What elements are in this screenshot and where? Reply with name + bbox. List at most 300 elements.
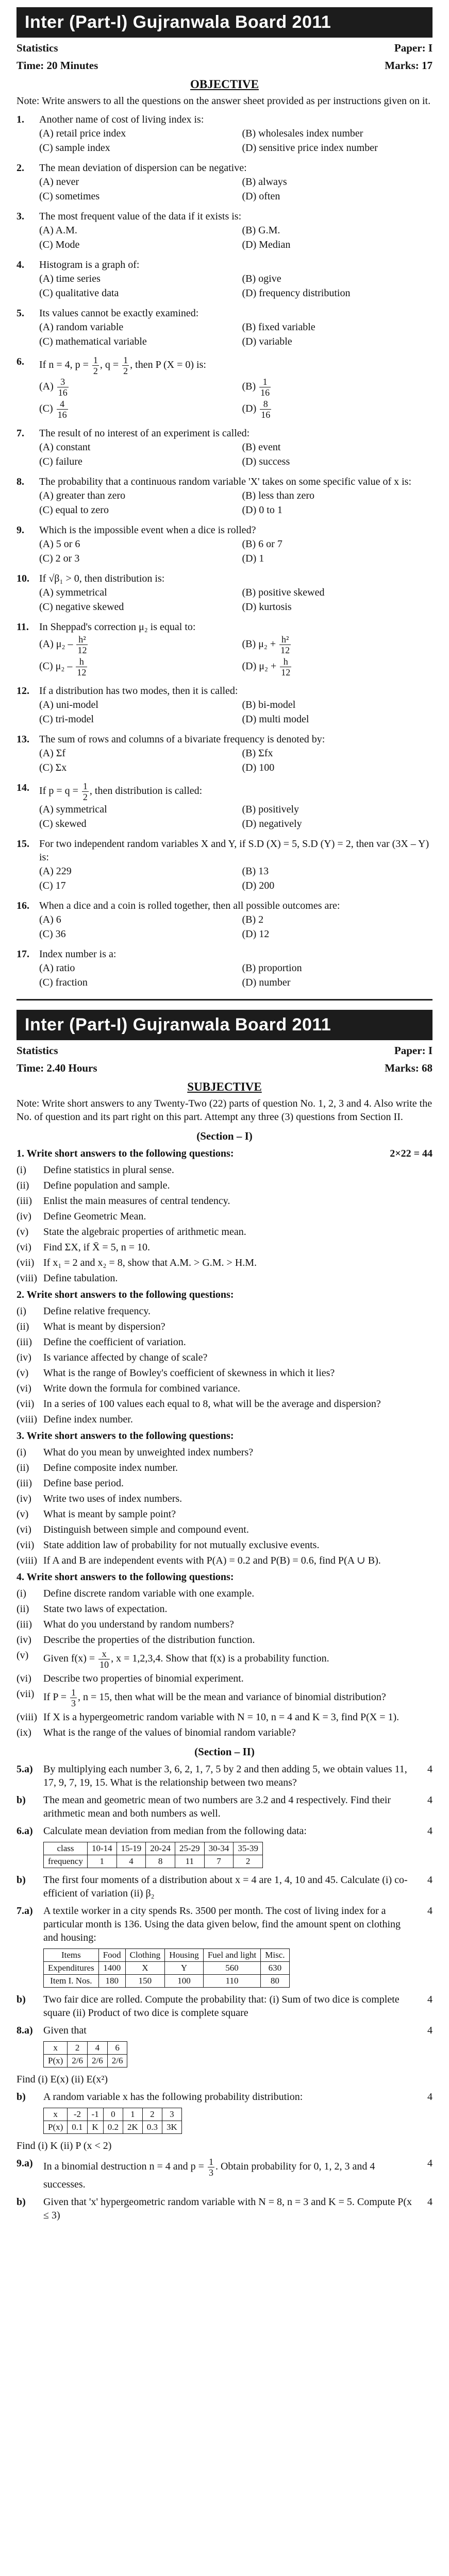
long-question (16, 1824, 433, 1838)
short-question-part (16, 1335, 433, 1349)
part-text: Define discrete random variable with one example. (43, 1588, 255, 1599)
denominator: 12 (281, 667, 291, 677)
option: (D) often (242, 191, 280, 202)
question-number: 9.a) (16, 2158, 33, 2169)
table-cell: frequency (44, 1855, 88, 1868)
part-number: (iii) (16, 1195, 32, 1207)
part-number: (iv) (16, 1493, 31, 1504)
table-cell: 2 (142, 2108, 162, 2121)
question-text: Given that (43, 2025, 87, 2036)
part-text: What do you understand by random numbers? (43, 1619, 234, 1630)
denominator: 16 (58, 387, 68, 398)
mcq-question (16, 258, 433, 300)
part-text: Define statistics in plural sense. (43, 1164, 174, 1176)
subjective-note: Note: Write short answers to any Twenty-Two (22) parts of question No. 1, 2, 3 and 4. Also write the No. of question and its part right on this part. Attempt any three (3) questions from Section II. (16, 1098, 433, 1123)
option: (D) frequency distribution (242, 287, 351, 299)
options-grid (16, 376, 433, 420)
long-question (16, 1873, 433, 1900)
part-number: (iii) (16, 1478, 32, 1489)
short-question-part (16, 1413, 433, 1426)
fraction (280, 656, 291, 677)
mcq-question (16, 113, 433, 155)
data-table (43, 2108, 182, 2134)
table-cell: -1 (87, 2108, 103, 2121)
table-cell: Y (165, 1962, 204, 1975)
table-row (44, 2055, 127, 2067)
mcq-question (16, 355, 433, 420)
option: (A) symmetrical (39, 587, 107, 598)
table-cell: X (125, 1962, 165, 1975)
options-grid (16, 440, 433, 469)
section-two-heading: (Section – II) (194, 1745, 255, 1758)
subjective-heading: SUBJECTIVE (187, 1080, 262, 1093)
question-text-row (16, 307, 433, 320)
part-text: What is meant by dispersion? (43, 1321, 165, 1332)
option: (C) tri-model (39, 714, 94, 725)
heading-left (16, 1570, 234, 1584)
part-text: Write down the formula for combined variance. (43, 1383, 240, 1394)
part-number: (viii) (16, 1273, 37, 1284)
denominator: 12 (280, 645, 290, 655)
option: (B) always (242, 176, 287, 188)
text-part: If P = (43, 1691, 69, 1703)
question-marks: 2×22 = 44 (390, 1148, 433, 1159)
option: (B) 6 or 7 (242, 538, 282, 550)
short-question-part (16, 1446, 433, 1459)
question-number: 14. (16, 782, 29, 793)
mcq-question (16, 947, 433, 990)
options-grid (16, 864, 433, 893)
long-question (16, 2090, 433, 2104)
options-grid (16, 272, 433, 300)
short-question-part (16, 1351, 433, 1364)
short-question-part (16, 1382, 433, 1395)
table-cell: 0.3 (142, 2121, 162, 2134)
part-number: (iv) (16, 1211, 31, 1222)
part-text: State two laws of expectation. (43, 1603, 168, 1615)
mcq-question (16, 837, 433, 893)
question-number: 11. (16, 621, 29, 633)
mcq-question (16, 733, 433, 775)
option: (C) 17 (39, 880, 66, 891)
short-question-part (16, 1163, 433, 1177)
short-question-part (16, 1272, 433, 1285)
table-cell: 4 (117, 1855, 146, 1868)
part-number: (ii) (16, 1321, 29, 1332)
short-question-part (16, 1304, 433, 1318)
short-question-part (16, 1397, 433, 1411)
table-cell: P(x) (44, 2055, 68, 2067)
table-cell: Expenditures (44, 1962, 99, 1975)
short-question-part (16, 1672, 433, 1685)
subject-label: Statistics (16, 1044, 58, 1057)
option: (D) 200 (242, 880, 275, 891)
short-question-part (16, 1687, 433, 1708)
table-row (44, 1962, 290, 1975)
table-cell: 0 (103, 2108, 123, 2121)
part-text (43, 1687, 386, 1708)
part-number: (vi) (16, 1673, 31, 1684)
question-number: b) (16, 2091, 26, 2103)
option (242, 376, 433, 398)
part-number: (vii) (16, 1539, 35, 1551)
question-text: In Sheppad's correction μ₂ is equal to: (39, 621, 196, 633)
numerator: 1 (259, 377, 271, 387)
table-cell: 3 (162, 2108, 181, 2121)
option: (D) variable (242, 336, 292, 347)
option (242, 634, 433, 656)
part-number: (vii) (16, 1688, 35, 1700)
option: (A) Σf (39, 748, 66, 759)
short-question-part (16, 1194, 433, 1208)
denominator: 12 (77, 667, 87, 677)
option: (A) 229 (39, 866, 72, 877)
long-question (16, 1993, 433, 2020)
question-marks: 4 (427, 1994, 433, 2005)
option: (C) 36 (39, 928, 66, 940)
question-text: The mean and geometric mean of two numbers are 3.2 and 4 respectively. Find their arithmetic mean and both numbers as well. (43, 1794, 391, 1819)
question-text: If a distribution has two modes, then it is called: (39, 685, 238, 697)
options-grid (16, 488, 433, 517)
option: (A) 5 or 6 (39, 538, 80, 550)
part-number: (vi) (16, 1242, 31, 1253)
option: (B) wholesales index number (242, 128, 363, 139)
option: (A) constant (39, 442, 91, 453)
part-text: If A and B are independent events with P(A) = 0.2 and P(B) = 0.6, find P(A ∪ B). (43, 1555, 381, 1566)
table-cell: 15-19 (117, 1842, 146, 1855)
subject-label: Statistics (16, 42, 58, 54)
table-cell: Housing (165, 1949, 204, 1962)
part-number: (v) (16, 1367, 29, 1379)
short-question-heading (16, 1147, 433, 1160)
short-question-part (16, 1256, 433, 1269)
options-grid (16, 802, 433, 831)
mcq-question (16, 475, 433, 517)
table-cell: x (44, 2108, 68, 2121)
option: (B) fixed variable (242, 321, 315, 333)
denominator: 2 (123, 366, 128, 376)
short-question-part (16, 1210, 433, 1223)
question-text (43, 2157, 412, 2191)
question-text: When a dice and a coin is rolled together, then all possible outcomes are: (39, 900, 340, 911)
part-number: (i) (16, 1164, 26, 1176)
fraction (98, 1649, 110, 1670)
table-cell: 2/6 (107, 2055, 127, 2067)
option: (B) ogive (242, 273, 281, 284)
objective-meta-row2 (16, 58, 433, 73)
option: (D) multi model (242, 714, 309, 725)
question-text: The first four moments of a distribution about x = 4 are 1, 4, 10 and 45. Calculate (i) co-efficient of variation (ii) β₂ (43, 1874, 408, 1899)
denominator: 2 (93, 366, 98, 376)
option (242, 656, 433, 678)
option: (C) skewed (39, 818, 87, 829)
long-question (16, 2157, 433, 2191)
question-marks: 4 (427, 2091, 433, 2103)
question-text: By multiplying each number 3, 6, 2, 1, 7, 5 by 2 and then adding 5, we obtain values 11, 17, 9, 7, 19, 15. What is the relationship between two means? (43, 1764, 407, 1788)
numerator: 1 (93, 355, 98, 365)
option: (B) positive skewed (242, 587, 325, 598)
question-text-row (16, 899, 433, 912)
short-question-part (16, 1477, 433, 1490)
question-text: Two fair dice are rolled. Compute the probability that: (i) Sum of two dice is complete square (ii) Product of two dice is complete square (43, 1994, 400, 2019)
short-question-part (16, 1554, 433, 1567)
mcq-question (16, 899, 433, 941)
option: (C) sample index (39, 142, 110, 154)
question-number: b) (16, 1874, 26, 1886)
question-number: 15. (16, 838, 29, 850)
part-text: What is meant by sample point? (43, 1509, 176, 1520)
data-table (43, 2041, 127, 2067)
section-divider (16, 999, 433, 1001)
part-number: (iii) (16, 1619, 32, 1630)
text-part: . Obtain probability for 0, 1, 2, 3 and 4 successes. (43, 2161, 375, 2190)
option: (C) equal to zero (39, 504, 109, 516)
numerator: 1 (71, 1687, 76, 1698)
question-text (39, 355, 206, 376)
table-cell: 10-14 (87, 1842, 117, 1855)
question-text: If √β₁ > 0, then distribution is: (39, 573, 165, 584)
option: (A) retail price index (39, 128, 126, 139)
short-question-part (16, 1710, 433, 1724)
long-question (16, 2195, 433, 2222)
question-marks: 4 (427, 1825, 433, 1837)
question-text: A textile worker in a city spends Rs. 3500 per month. The cost of living index for a particular month is 136. Using the data given below, find the amount spent on clothing and housing: (43, 1905, 401, 1943)
table-row (44, 2042, 127, 2055)
fraction (57, 399, 68, 420)
question-marks: 4 (427, 1905, 433, 1917)
short-question-heading (16, 1429, 433, 1443)
option: (C) failure (39, 456, 82, 467)
question-number: 8.a) (16, 2025, 33, 2036)
question-number: 5.a) (16, 1764, 33, 1775)
long-question (16, 2024, 433, 2037)
table-cell: Food (98, 1949, 125, 1962)
part-number: (vi) (16, 1383, 31, 1394)
objective-banner: Inter (Part-I) Gujranwala Board 2011 (16, 7, 433, 38)
fraction (260, 399, 271, 420)
options-grid (16, 175, 433, 204)
numerator: h² (279, 634, 291, 645)
question-number: 8. (16, 476, 24, 487)
option: (D) Median (242, 239, 291, 250)
table-cell: 150 (125, 1975, 165, 1988)
option-letter: (A) (39, 381, 56, 393)
table-row (44, 1949, 290, 1962)
question-text-row (16, 258, 433, 272)
option: (D) negatively (242, 818, 302, 829)
question-text-row (16, 113, 433, 126)
option: (D) 100 (242, 762, 275, 773)
table-cell: 1 (123, 2108, 142, 2121)
part-text: Define population and sample. (43, 1180, 170, 1191)
option (242, 398, 433, 420)
question-title: Write short answers to the following questions: (26, 1289, 234, 1300)
part-number: (ii) (16, 1180, 29, 1191)
part-number: (ix) (16, 1727, 31, 1738)
denominator: 2 (82, 792, 88, 802)
part-text: In a series of 100 values each equal to 8, what will be the average and dispersion? (43, 1398, 381, 1410)
marks-label: Marks: 68 (385, 1062, 433, 1074)
table-cell: -2 (68, 2108, 87, 2121)
denominator: 16 (261, 410, 271, 420)
part-number: (iv) (16, 1352, 31, 1363)
table-cell: 4 (88, 2042, 108, 2055)
option: (D) 1 (242, 553, 264, 564)
option: (C) Mode (39, 239, 80, 250)
question-title: Write short answers to the following questions: (26, 1571, 234, 1583)
mcq-question (16, 781, 433, 831)
question-text: Its values cannot be exactly examined: (39, 308, 199, 319)
table-cell: Fuel and light (203, 1949, 260, 1962)
part-number: (vii) (16, 1257, 35, 1268)
option: (B) Σfx (242, 748, 273, 759)
text-part: , x = 1,2,3,4. Show that f(x) is a probability function. (111, 1653, 329, 1665)
part-text: What is the range of the values of binomial random variable? (43, 1727, 296, 1738)
part-number: (v) (16, 1226, 29, 1238)
denominator: 10 (99, 1659, 109, 1670)
option (39, 656, 230, 678)
objective-question-list (16, 113, 433, 990)
question-number: 17. (16, 948, 29, 960)
question-text: Histogram is a graph of: (39, 259, 140, 270)
fraction (279, 634, 291, 655)
part-text: Write two uses of index numbers. (43, 1493, 182, 1504)
question-text-row (16, 733, 433, 746)
question-title: Write short answers to the following questions: (26, 1430, 234, 1442)
option-letter: (C) μ₂ – (39, 660, 75, 672)
table-cell: 8 (146, 1855, 175, 1868)
question-text: The sum of rows and columns of a bivariate frequency is denoted by: (39, 734, 325, 745)
fraction (92, 355, 99, 376)
mcq-question (16, 210, 433, 252)
numerator: h (280, 656, 291, 667)
heading-left (16, 1288, 234, 1301)
long-question (16, 1762, 433, 1789)
question-text-row (16, 355, 433, 376)
table-row (44, 1842, 263, 1855)
question-number: b) (16, 2196, 26, 2208)
part-text: What do you mean by unweighted index numbers? (43, 1447, 254, 1458)
part-text: Describe two properties of binomial experiment. (43, 1673, 244, 1684)
part-text: Define base period. (43, 1478, 124, 1489)
question-text-row (16, 947, 433, 961)
denominator: 3 (71, 1698, 76, 1708)
text-part: , n = 15, then what will be the mean and variance of binomial distribution? (77, 1691, 386, 1703)
objective-meta-row1 (16, 41, 433, 55)
option: (C) 2 or 3 (39, 553, 80, 564)
fraction (70, 1687, 77, 1708)
table-row (44, 1975, 290, 1988)
table-cell: P(x) (44, 2121, 68, 2134)
option: (B) 2 (242, 914, 264, 925)
question-number: 12. (16, 685, 29, 697)
part-text: Describe the properties of the distribution function. (43, 1634, 255, 1646)
part-number: (viii) (16, 1414, 37, 1425)
option: (D) kurtosis (242, 601, 292, 613)
option: (D) sensitive price index number (242, 142, 378, 154)
short-question-part (16, 1225, 433, 1239)
question-marks: 4 (427, 1794, 433, 1806)
options-grid (16, 634, 433, 678)
options-grid (16, 537, 433, 566)
table-cell: 20-24 (146, 1842, 175, 1855)
fraction (57, 377, 69, 398)
option: (C) qualitative data (39, 287, 119, 299)
options-grid (16, 912, 433, 941)
mcq-question (16, 572, 433, 614)
table-cell: Items (44, 1949, 99, 1962)
table-cell: 630 (261, 1962, 289, 1975)
section-one-heading: (Section – I) (196, 1130, 253, 1142)
option: (A) ratio (39, 962, 75, 974)
question-text-row (16, 161, 433, 175)
table-cell: 2/6 (68, 2055, 88, 2067)
option-letter: (A) μ₂ – (39, 638, 76, 650)
table-cell: K (87, 2121, 103, 2134)
option: (A) 6 (39, 914, 61, 925)
time-label: Time: 2.40 Hours (16, 1062, 97, 1074)
question-text: A random variable x has the following probability distribution: (43, 2091, 303, 2103)
part-number: (i) (16, 1306, 26, 1317)
option-letter: (D) μ₂ + (242, 660, 279, 672)
option: (A) symmetrical (39, 804, 107, 815)
short-question-part (16, 1523, 433, 1536)
short-question-part (16, 1241, 433, 1254)
question-marks: 4 (427, 1874, 433, 1886)
numerator: 1 (123, 355, 128, 365)
question-text-row (16, 427, 433, 440)
text-part: Given f(x) = (43, 1653, 98, 1665)
table-row (44, 2108, 182, 2121)
option-letter: (D) (242, 403, 259, 415)
short-question-part (16, 1633, 433, 1647)
subjective-meta-row2 (16, 1061, 433, 1075)
numerator: x (98, 1649, 110, 1659)
option: (D) number (242, 977, 291, 988)
question-text: Given that 'x' hypergeometric random variable with N = 8, n = 3 and K = 5. Compute P(x ≤ 3) (43, 2196, 412, 2221)
text-part: In a binomial destruction n = 4 and p = (43, 2161, 207, 2173)
fraction (122, 355, 129, 376)
question-number: b) (16, 1794, 26, 1806)
subjective-meta-row1 (16, 1043, 433, 1058)
table-cell: 110 (203, 1975, 260, 1988)
part-text: Define relative frequency. (43, 1306, 151, 1317)
question-text-row (16, 684, 433, 698)
option-letter: (B) μ₂ + (242, 638, 279, 650)
question-text: The probability that a continuous random variable 'X' takes on some specific value of x is: (39, 476, 412, 487)
short-question-part (16, 1538, 433, 1552)
question-number: 2. (16, 1289, 24, 1300)
options-grid (16, 585, 433, 614)
long-question-list (16, 1762, 433, 2222)
part-number: (vi) (16, 1524, 31, 1535)
mcq-question (16, 620, 433, 678)
option: (B) bi-model (242, 699, 296, 710)
question-number: 16. (16, 900, 29, 911)
option: (B) G.M. (242, 225, 280, 236)
mcq-question (16, 307, 433, 349)
question-text: Which is the impossible event when a dice is rolled? (39, 524, 256, 536)
text-part: , q = (99, 359, 122, 371)
question-number: 5. (16, 308, 24, 319)
numerator: 3 (57, 377, 69, 387)
numerator: h (76, 656, 87, 667)
fraction (259, 377, 271, 398)
option: (A) uni-model (39, 699, 98, 710)
option: (B) positively (242, 804, 300, 815)
denominator: 16 (260, 387, 270, 398)
question-text-row (16, 475, 433, 488)
